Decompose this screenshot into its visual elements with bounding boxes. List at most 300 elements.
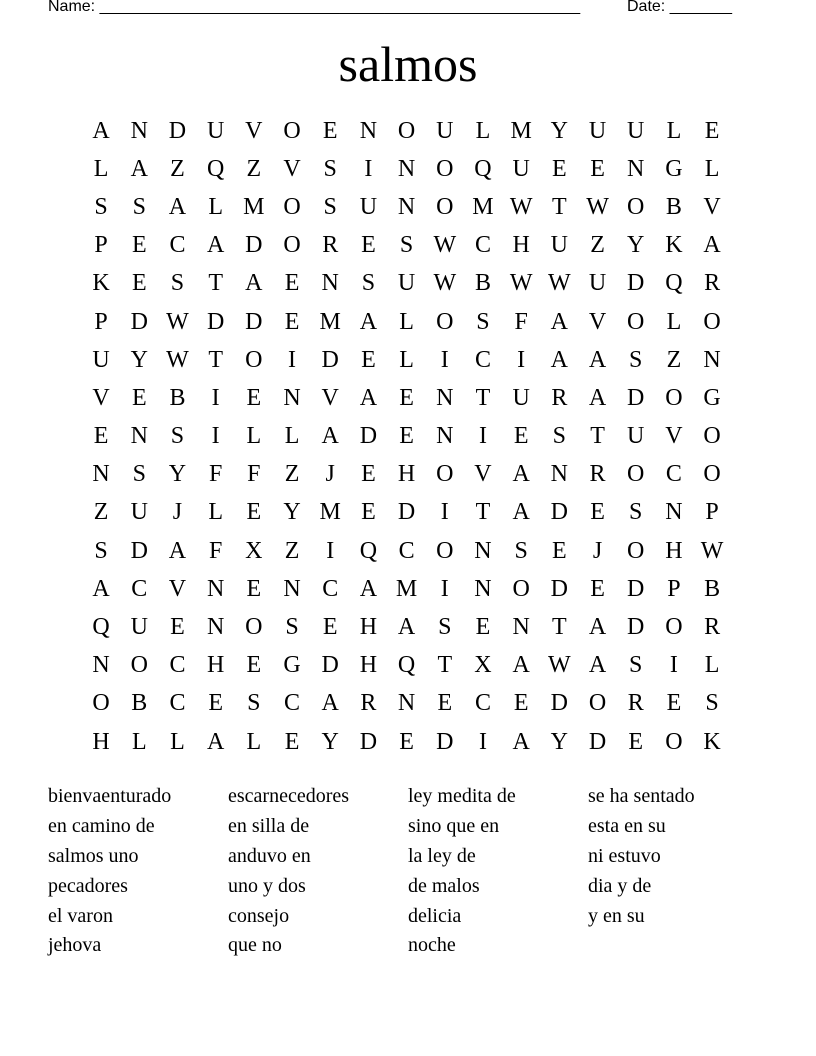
grid-letter[interactable]: E <box>704 117 720 144</box>
grid-letter[interactable]: U <box>436 117 454 144</box>
grid-letter[interactable]: D <box>245 308 263 335</box>
grid-letter[interactable]: L <box>666 308 682 335</box>
grid-letter[interactable]: E <box>552 155 567 182</box>
grid-letter[interactable]: H <box>359 614 378 641</box>
grid-letter[interactable]: N <box>359 117 378 144</box>
grid-letter[interactable]: X <box>245 537 263 564</box>
grid-letter[interactable]: U <box>550 232 569 259</box>
grid-letter[interactable]: O <box>703 461 721 488</box>
grid-letter[interactable]: U <box>512 155 530 182</box>
grid-letter[interactable]: U <box>627 423 645 450</box>
grid-letter[interactable]: O <box>245 614 263 641</box>
grid-letter[interactable]: N <box>283 575 301 602</box>
grid-letter[interactable]: O <box>436 537 454 564</box>
grid-letter[interactable]: E <box>322 614 338 641</box>
grid-letter[interactable]: U <box>588 270 607 297</box>
grid-letter[interactable]: H <box>512 232 530 259</box>
grid-letter[interactable]: S <box>629 499 643 526</box>
grid-letter[interactable]: I <box>440 346 449 373</box>
grid-letter[interactable]: Z <box>246 155 262 182</box>
grid-letter[interactable]: A <box>512 499 530 526</box>
grid-letter[interactable]: C <box>474 232 491 259</box>
grid-letter[interactable]: W <box>166 308 189 335</box>
grid-letter[interactable]: C <box>169 690 186 717</box>
grid-letter[interactable]: A <box>206 232 225 259</box>
grid-letter[interactable]: N <box>665 499 683 526</box>
grid-letter[interactable]: D <box>130 537 148 564</box>
grid-letter[interactable]: C <box>322 575 339 602</box>
grid-letter[interactable]: D <box>627 575 645 602</box>
grid-letter[interactable]: S <box>399 232 414 259</box>
grid-letter[interactable]: Q <box>397 652 416 679</box>
grid-letter[interactable]: Z <box>284 461 300 488</box>
grid-letter[interactable]: A <box>359 384 378 411</box>
grid-letter[interactable]: A <box>512 652 530 679</box>
grid-letter[interactable]: E <box>246 384 262 411</box>
grid-letter[interactable]: L <box>208 193 223 220</box>
grid-letter[interactable]: E <box>513 690 529 717</box>
grid-letter[interactable]: O <box>627 308 645 335</box>
grid-letter[interactable]: L <box>399 308 414 335</box>
grid-letter[interactable]: N <box>397 690 416 717</box>
grid-letter[interactable]: W <box>509 270 533 297</box>
grid-letter[interactable]: L <box>246 728 262 755</box>
grid-letter[interactable]: C <box>665 461 682 488</box>
grid-letter[interactable]: E <box>552 537 567 564</box>
word-list-item: consejo <box>228 904 290 927</box>
grid-letter[interactable]: A <box>703 232 721 259</box>
grid-letter[interactable]: E <box>284 270 300 297</box>
grid-letter[interactable]: D <box>550 499 569 526</box>
grid-letter[interactable]: I <box>440 575 449 602</box>
grid-letter[interactable]: D <box>397 499 416 526</box>
grid-letter[interactable]: R <box>360 690 377 717</box>
grid-letter[interactable]: C <box>169 232 186 259</box>
grid-letter[interactable]: A <box>130 155 148 182</box>
grid-letter[interactable]: J <box>325 461 335 488</box>
grid-letter[interactable]: E <box>131 270 147 297</box>
grid-letter[interactable]: Y <box>130 346 148 373</box>
grid-letter[interactable]: T <box>590 423 605 450</box>
grid-letter[interactable]: T <box>208 270 223 297</box>
grid-letter[interactable]: A <box>588 652 607 679</box>
grid-letter[interactable]: H <box>397 461 416 488</box>
grid-letter[interactable]: U <box>130 614 148 641</box>
grid-letter[interactable]: U <box>512 384 530 411</box>
grid-letter[interactable]: S <box>361 270 376 297</box>
grid-letter[interactable]: O <box>397 117 416 144</box>
grid-letter[interactable]: W <box>433 232 457 259</box>
grid-letter[interactable]: H <box>206 652 225 679</box>
grid-letter[interactable]: T <box>552 193 567 220</box>
grid-letter[interactable]: N <box>321 270 339 297</box>
grid-letter[interactable]: Y <box>627 232 645 259</box>
grid-letter[interactable]: I <box>478 728 487 755</box>
grid-letter[interactable]: I <box>288 346 297 373</box>
grid-letter[interactable]: S <box>438 614 452 641</box>
grid-letter[interactable]: V <box>665 423 683 450</box>
grid-letter[interactable]: P <box>667 575 681 602</box>
grid-letter[interactable]: M <box>243 193 265 220</box>
grid-letter[interactable]: R <box>704 614 721 641</box>
grid-letter[interactable]: Z <box>590 232 605 259</box>
grid-letter[interactable]: E <box>246 499 262 526</box>
grid-letter[interactable]: L <box>475 117 491 144</box>
grid-letter[interactable]: D <box>436 728 454 755</box>
grid-letter[interactable]: A <box>512 461 530 488</box>
grid-letter[interactable]: A <box>359 308 378 335</box>
grid-letter[interactable]: F <box>208 537 223 564</box>
grid-letter[interactable]: A <box>245 270 263 297</box>
grid-letter[interactable]: Y <box>321 728 339 755</box>
grid-letter[interactable]: E <box>361 232 376 259</box>
grid-letter[interactable]: Q <box>665 270 683 297</box>
grid-letter[interactable]: O <box>703 308 721 335</box>
grid-letter[interactable]: Y <box>550 117 569 144</box>
grid-letter[interactable]: R <box>627 690 644 717</box>
grid-letter[interactable]: E <box>246 575 262 602</box>
grid-letter[interactable]: D <box>321 346 339 373</box>
grid-letter[interactable]: S <box>552 423 567 450</box>
grid-letter[interactable]: C <box>474 690 491 717</box>
grid-letter[interactable]: E <box>284 728 300 755</box>
grid-letter[interactable]: L <box>399 346 414 373</box>
grid-letter[interactable]: Q <box>359 537 378 564</box>
grid-letter[interactable]: O <box>283 232 301 259</box>
grid-letter[interactable]: E <box>513 423 529 450</box>
grid-letter[interactable]: A <box>168 193 187 220</box>
grid-letter[interactable]: Z <box>170 155 185 182</box>
grid-letter[interactable]: E <box>475 614 491 641</box>
grid-letter[interactable]: A <box>588 346 607 373</box>
grid-letter[interactable]: T <box>475 499 491 526</box>
grid-letter[interactable]: A <box>168 537 187 564</box>
grid-letter[interactable]: C <box>284 690 301 717</box>
grid-letter[interactable]: V <box>283 155 301 182</box>
grid-letter[interactable]: E <box>131 232 147 259</box>
grid-letter[interactable]: C <box>398 537 415 564</box>
grid-letter[interactable]: E <box>590 499 605 526</box>
grid-letter[interactable]: N <box>283 384 301 411</box>
grid-letter[interactable]: W <box>548 270 571 297</box>
grid-letter[interactable]: B <box>474 270 491 297</box>
grid-letter[interactable]: N <box>436 423 454 450</box>
grid-letter[interactable]: A <box>206 728 225 755</box>
grid-letter[interactable]: H <box>359 652 378 679</box>
grid-letter[interactable]: N <box>474 575 492 602</box>
grid-letter[interactable]: I <box>211 384 220 411</box>
grid-letter[interactable]: N <box>436 384 454 411</box>
grid-letter[interactable]: I <box>364 155 373 182</box>
grid-letter[interactable]: Y <box>168 461 187 488</box>
grid-letter[interactable]: A <box>321 690 339 717</box>
grid-letter[interactable]: A <box>550 308 569 335</box>
grid-letter[interactable]: S <box>247 690 261 717</box>
grid-letter[interactable]: V <box>92 384 110 411</box>
grid-letter[interactable]: O <box>283 193 301 220</box>
grid-letter[interactable]: R <box>704 270 721 297</box>
grid-letter[interactable]: E <box>131 384 147 411</box>
grid-letter[interactable]: I <box>478 423 487 450</box>
grid-letter[interactable]: V <box>168 575 187 602</box>
grid-letter[interactable]: N <box>130 117 148 144</box>
grid-letter[interactable]: J <box>172 499 183 526</box>
grid-letter[interactable]: D <box>627 614 645 641</box>
grid-letter[interactable]: S <box>170 270 185 297</box>
grid-letter[interactable]: S <box>705 690 719 717</box>
grid-letter[interactable]: O <box>512 575 530 602</box>
grid-letter[interactable]: S <box>476 308 490 335</box>
grid-letter[interactable]: N <box>206 575 225 602</box>
grid-letter[interactable]: W <box>548 652 571 679</box>
grid-letter[interactable]: A <box>92 575 110 602</box>
grid-letter[interactable]: S <box>132 461 146 488</box>
grid-letter[interactable]: P <box>94 308 108 335</box>
grid-letter[interactable]: G <box>283 652 301 679</box>
grid-letter[interactable]: O <box>627 193 645 220</box>
grid-letter[interactable]: M <box>510 117 532 144</box>
grid-letter[interactable]: U <box>397 270 416 297</box>
grid-letter[interactable]: J <box>592 537 603 564</box>
grid-letter[interactable]: G <box>665 155 683 182</box>
grid-letter[interactable]: N <box>206 614 225 641</box>
grid-letter[interactable]: F <box>208 461 223 488</box>
grid-letter[interactable]: L <box>284 423 300 450</box>
grid-letter[interactable]: U <box>130 499 148 526</box>
grid-letter[interactable]: K <box>703 728 721 755</box>
grid-letter[interactable]: E <box>590 155 605 182</box>
grid-letter[interactable]: U <box>92 346 110 373</box>
grid-letter[interactable]: O <box>436 461 454 488</box>
grid-letter[interactable]: N <box>703 346 721 373</box>
grid-letter[interactable]: Z <box>666 346 682 373</box>
grid-letter[interactable]: H <box>92 728 110 755</box>
grid-letter[interactable]: O <box>588 690 607 717</box>
grid-letter[interactable]: E <box>399 384 414 411</box>
grid-letter[interactable]: E <box>322 117 338 144</box>
word-column <box>408 782 588 961</box>
grid-letter[interactable]: L <box>93 155 109 182</box>
grid-letter[interactable]: M <box>395 575 418 602</box>
grid-letter[interactable]: A <box>588 384 607 411</box>
grid-letter[interactable]: O <box>283 117 301 144</box>
grid-letter[interactable]: L <box>666 117 682 144</box>
grid-letter[interactable]: O <box>665 614 683 641</box>
grid-letter[interactable]: A <box>588 614 607 641</box>
grid-letter[interactable]: C <box>169 652 186 679</box>
grid-letter[interactable]: E <box>170 614 185 641</box>
grid-letter[interactable]: E <box>361 346 376 373</box>
grid-letter[interactable]: N <box>92 461 110 488</box>
grid-letter[interactable]: L <box>246 423 262 450</box>
grid-letter[interactable]: V <box>321 384 339 411</box>
grid-letter[interactable]: M <box>472 193 494 220</box>
grid-letter[interactable]: B <box>665 193 682 220</box>
grid-letter[interactable]: O <box>130 652 148 679</box>
grid-letter[interactable]: L <box>208 499 223 526</box>
grid-letter[interactable]: I <box>440 499 449 526</box>
grid-letter[interactable]: O <box>665 384 683 411</box>
grid-letter[interactable]: V <box>588 308 607 335</box>
grid-letter[interactable]: V <box>245 117 263 144</box>
name-field[interactable]: Name: ______________________________________________________ <box>48 0 581 15</box>
grid-letter[interactable]: R <box>322 232 339 259</box>
grid-letter[interactable]: E <box>284 308 300 335</box>
grid-letter[interactable]: V <box>474 461 492 488</box>
grid-letter[interactable]: N <box>550 461 569 488</box>
grid-letter[interactable]: O <box>436 193 454 220</box>
grid-letter[interactable]: S <box>285 614 299 641</box>
grid-letter[interactable]: A <box>359 575 378 602</box>
grid-letter[interactable]: T <box>475 384 491 411</box>
grid-letter[interactable]: S <box>629 652 643 679</box>
grid-letter[interactable]: W <box>433 270 457 297</box>
grid-letter[interactable]: O <box>92 690 110 717</box>
grid-letter[interactable]: V <box>703 193 721 220</box>
grid-letter[interactable]: W <box>166 346 189 373</box>
grid-letter[interactable]: R <box>551 384 568 411</box>
grid-letter[interactable]: A <box>397 614 416 641</box>
grid-letter[interactable]: Z <box>93 499 109 526</box>
grid-letter[interactable]: D <box>168 117 187 144</box>
grid-letter[interactable]: O <box>665 728 683 755</box>
grid-letter[interactable]: E <box>208 690 223 717</box>
grid-letter[interactable]: A <box>512 728 530 755</box>
grid-letter[interactable]: T <box>552 614 567 641</box>
word-list-item: escarnecedores <box>228 785 350 807</box>
grid-letter[interactable]: O <box>245 346 263 373</box>
grid-letter[interactable]: L <box>170 728 185 755</box>
grid-letter[interactable]: E <box>399 728 414 755</box>
grid-letter[interactable]: D <box>245 232 263 259</box>
grid-letter[interactable]: S <box>514 537 528 564</box>
grid-letter[interactable]: D <box>588 728 607 755</box>
grid-letter[interactable]: D <box>206 308 225 335</box>
grid-letter[interactable]: I <box>211 423 220 450</box>
grid-letter[interactable]: L <box>704 155 720 182</box>
grid-letter[interactable]: P <box>94 232 108 259</box>
grid-letter[interactable]: S <box>629 346 643 373</box>
grid-letter[interactable]: E <box>666 690 682 717</box>
word-list-item: en silla de <box>228 814 310 837</box>
grid-letter[interactable]: N <box>627 155 645 182</box>
grid-letter[interactable]: Z <box>284 537 300 564</box>
grid-letter[interactable]: D <box>359 423 378 450</box>
grid-letter[interactable]: S <box>132 193 146 220</box>
grid-letter[interactable]: E <box>93 423 109 450</box>
date-field[interactable]: Date: _______ <box>627 0 732 15</box>
grid-letter[interactable]: M <box>319 499 341 526</box>
word-list-item: anduvo en <box>228 844 311 867</box>
grid-letter[interactable]: Q <box>92 614 110 641</box>
grid-letter[interactable]: C <box>474 346 491 373</box>
grid-letter[interactable]: H <box>665 537 683 564</box>
grid-letter[interactable]: W <box>509 193 533 220</box>
grid-letter[interactable]: O <box>627 537 645 564</box>
grid-letter[interactable]: N <box>92 652 110 679</box>
grid-letter[interactable]: D <box>550 690 569 717</box>
grid-letter[interactable]: E <box>628 728 644 755</box>
grid-letter[interactable]: E <box>437 690 453 717</box>
grid-letter[interactable]: Q <box>474 155 492 182</box>
grid-letter[interactable]: T <box>437 652 453 679</box>
grid-letter[interactable]: C <box>131 575 148 602</box>
grid-letter[interactable]: O <box>436 155 454 182</box>
grid-letter[interactable]: P <box>705 499 719 526</box>
grid-letter[interactable]: D <box>359 728 378 755</box>
grid-letter[interactable]: N <box>397 155 416 182</box>
grid-letter[interactable]: A <box>321 423 339 450</box>
grid-letter[interactable]: S <box>94 537 108 564</box>
grid-letter[interactable]: N <box>397 193 416 220</box>
grid-letter[interactable]: D <box>550 575 569 602</box>
grid-letter[interactable]: N <box>474 537 492 564</box>
grid-letter[interactable]: M <box>319 308 341 335</box>
word-list-item: delicia <box>408 904 462 927</box>
grid-letter[interactable]: K <box>665 232 683 259</box>
grid-letter[interactable]: E <box>361 461 376 488</box>
grid-letter[interactable]: O <box>703 423 721 450</box>
grid-letter[interactable]: X <box>474 652 492 679</box>
grid-letter[interactable]: B <box>131 690 148 717</box>
grid-letter[interactable]: E <box>399 423 414 450</box>
grid-letter[interactable]: I <box>326 537 335 564</box>
grid-letter[interactable]: O <box>627 461 645 488</box>
grid-letter[interactable]: D <box>130 308 148 335</box>
grid-letter[interactable]: E <box>246 652 262 679</box>
grid-letter[interactable]: Y <box>283 499 301 526</box>
grid-letter[interactable]: U <box>627 117 645 144</box>
grid-letter[interactable]: N <box>512 614 530 641</box>
grid-letter[interactable]: G <box>703 384 721 411</box>
letter-grid <box>82 112 731 761</box>
grid-letter[interactable]: E <box>361 499 376 526</box>
grid-letter[interactable]: D <box>321 652 339 679</box>
word-list-item: noche <box>408 934 456 957</box>
grid-letter[interactable]: U <box>359 193 378 220</box>
grid-letter[interactable]: S <box>170 423 185 450</box>
grid-letter[interactable]: O <box>436 308 454 335</box>
grid-letter[interactable]: D <box>627 270 645 297</box>
grid-letter[interactable]: A <box>92 117 110 144</box>
grid-letter[interactable]: S <box>323 155 337 182</box>
word-list-item: esta en su <box>588 814 666 837</box>
grid-letter[interactable]: U <box>206 117 225 144</box>
grid-letter[interactable]: R <box>589 461 606 488</box>
grid-letter[interactable]: I <box>669 652 678 679</box>
grid-letter[interactable]: F <box>247 461 261 488</box>
grid-letter[interactable]: K <box>92 270 110 297</box>
grid-letter[interactable]: Y <box>550 728 569 755</box>
grid-letter[interactable]: D <box>627 384 645 411</box>
grid-letter[interactable]: N <box>130 423 148 450</box>
grid-letter[interactable]: L <box>704 652 720 679</box>
grid-letter[interactable]: E <box>590 575 605 602</box>
grid-letter[interactable]: T <box>208 346 223 373</box>
grid-letter[interactable]: F <box>514 308 528 335</box>
grid-letter[interactable]: W <box>700 537 724 564</box>
grid-letter[interactable]: Q <box>206 155 225 182</box>
grid-letter[interactable]: B <box>169 384 186 411</box>
grid-letter[interactable]: S <box>94 193 108 220</box>
grid-letter[interactable]: S <box>323 193 337 220</box>
grid-letter[interactable]: A <box>550 346 569 373</box>
grid-letter[interactable]: I <box>517 346 526 373</box>
grid-letter[interactable]: W <box>586 193 609 220</box>
grid-letter[interactable]: L <box>131 728 147 755</box>
grid-letter[interactable]: B <box>704 575 721 602</box>
grid-letter[interactable]: U <box>588 117 607 144</box>
